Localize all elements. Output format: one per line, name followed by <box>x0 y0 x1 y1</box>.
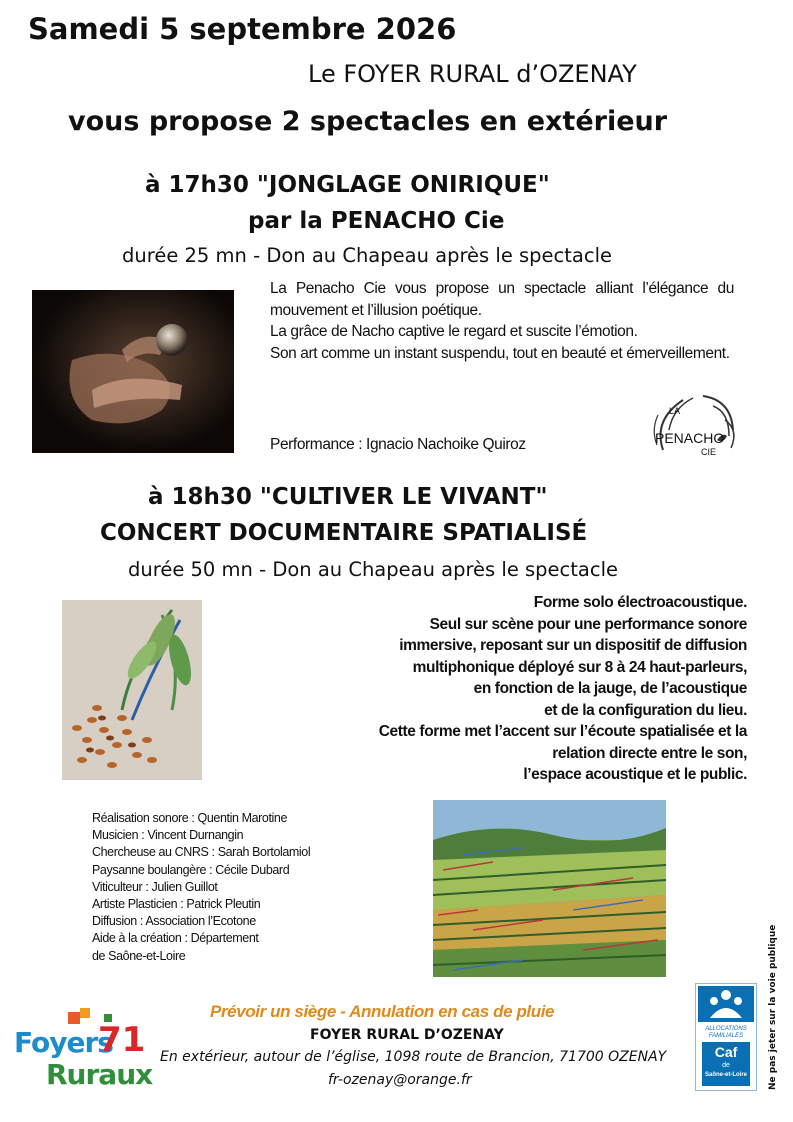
show2-desc-line: immersive, reposant sur un dispositif de diffusion <box>399 637 747 654</box>
event-date: Samedi 5 septembre 2026 <box>28 12 457 46</box>
credit-line: Réalisation sonore : Quentin Marotine <box>92 811 288 825</box>
legal-text: Ne pas jeter sur la voie publique <box>768 924 778 1090</box>
show1-desc-paragraph: Son art comme un instant suspendu, tout en beauté et émerveillement. <box>270 344 730 362</box>
caf-de: de <box>722 1062 730 1069</box>
show2-desc-line: l’espace acoustique et le public. <box>523 766 747 783</box>
juggler-photo <box>32 290 234 453</box>
show1-desc-paragraph: La Penacho Cie vous propose un spectacle alliant l’élégance du mouvement et l’illusion poétique. <box>270 280 734 319</box>
caf-family-icon <box>698 986 754 1022</box>
show1-performer: Performance : Ignacio Nachoike Quiroz <box>270 436 526 453</box>
penacho-logo-text: CIE <box>701 447 717 457</box>
credit-line: Viticulteur : Julien Guillot <box>92 879 218 894</box>
show1-info: durée 25 mn - Don au Chapeau après le spectacle <box>122 244 613 267</box>
tagline: vous propose 2 spectacles en extérieur <box>68 106 668 137</box>
legal-mention <box>768 924 782 1090</box>
show2-desc-line: Cette forme met l’accent sur l’écoute spatialisée et la <box>378 723 747 740</box>
credits-list <box>92 810 310 965</box>
show2-subtitle: CONCERT DOCUMENTAIRE SPATIALISÉ <box>100 520 588 546</box>
caf-logo <box>695 983 757 1091</box>
caf-region: Saône-et-Loire <box>704 1072 747 1078</box>
show1-desc-paragraph: La grâce de Nacho captive le regard et suscite l’émotion. <box>270 323 638 340</box>
show1-description <box>270 278 734 364</box>
credit-line: Artiste Plasticien : Patrick Pleutin <box>92 897 261 912</box>
vineyard-painting <box>433 800 666 977</box>
number-71: 71 <box>98 1020 146 1060</box>
credit-line: Musicien : Vincent Durnangin <box>92 828 244 843</box>
foyers-word: Foyers <box>14 1026 113 1059</box>
show2-title: à 18h30 "CULTIVER LE VIVANT" <box>148 484 548 510</box>
penacho-logo-text: PENACHO <box>655 430 725 446</box>
foyers-ruraux-logo <box>14 1008 153 1094</box>
credit-line: de Saône-et-Loire <box>92 948 186 963</box>
show2-desc-line: Forme solo électroacoustique. <box>533 594 747 611</box>
show2-desc-line: en fonction de la jauge, de l’acoustique <box>473 680 747 697</box>
show2-desc-line: multiphonique déployé sur 8 à 24 haut-parleurs, <box>412 658 747 676</box>
penacho-logo <box>643 390 743 470</box>
practical-notice: Prévoir un siège - Annulation en cas de pluie <box>210 1002 555 1021</box>
organizer-line: Le FOYER RURAL d’OZENAY <box>308 60 637 88</box>
credit-line: Aide à la création : Département <box>92 931 259 946</box>
caf-line1: ALLOCATIONS <box>705 1026 747 1032</box>
penacho-logo-text: LA <box>669 406 681 416</box>
wheat-illustration <box>62 600 202 780</box>
credit-line: Diffusion : Association l’Ecotone <box>92 914 256 929</box>
show1-title: à 17h30 "JONGLAGE ONIRIQUE" <box>145 172 550 198</box>
show2-desc-line: relation directe entre le son, <box>552 744 747 762</box>
credit-line: Chercheuse au CNRS : Sarah Bortolamiol <box>92 845 311 860</box>
credit-line: Paysanne boulangère : Cécile Dubard <box>92 862 290 877</box>
event-address: En extérieur, autour de l’église, 1098 route de Brancion, 71700 OZENAY <box>160 1049 667 1065</box>
show2-info: durée 50 mn - Don au Chapeau après le spectacle <box>128 558 619 581</box>
show2-description <box>287 592 747 786</box>
ruraux-word: Ruraux <box>46 1058 153 1091</box>
caf-line2: FAMILIALES <box>708 1033 744 1039</box>
show2-desc-line: Seul sur scène pour une performance sonore <box>429 615 747 633</box>
caf-name: Caf <box>714 1044 738 1060</box>
show1-company: par la PENACHO Cie <box>248 208 505 234</box>
footer-organizer: FOYER RURAL D’OZENAY <box>310 1027 504 1043</box>
contact-email[interactable]: fr-ozenay@orange.fr <box>328 1072 472 1088</box>
show2-desc-line: et de la configuration du lieu. <box>544 701 747 719</box>
